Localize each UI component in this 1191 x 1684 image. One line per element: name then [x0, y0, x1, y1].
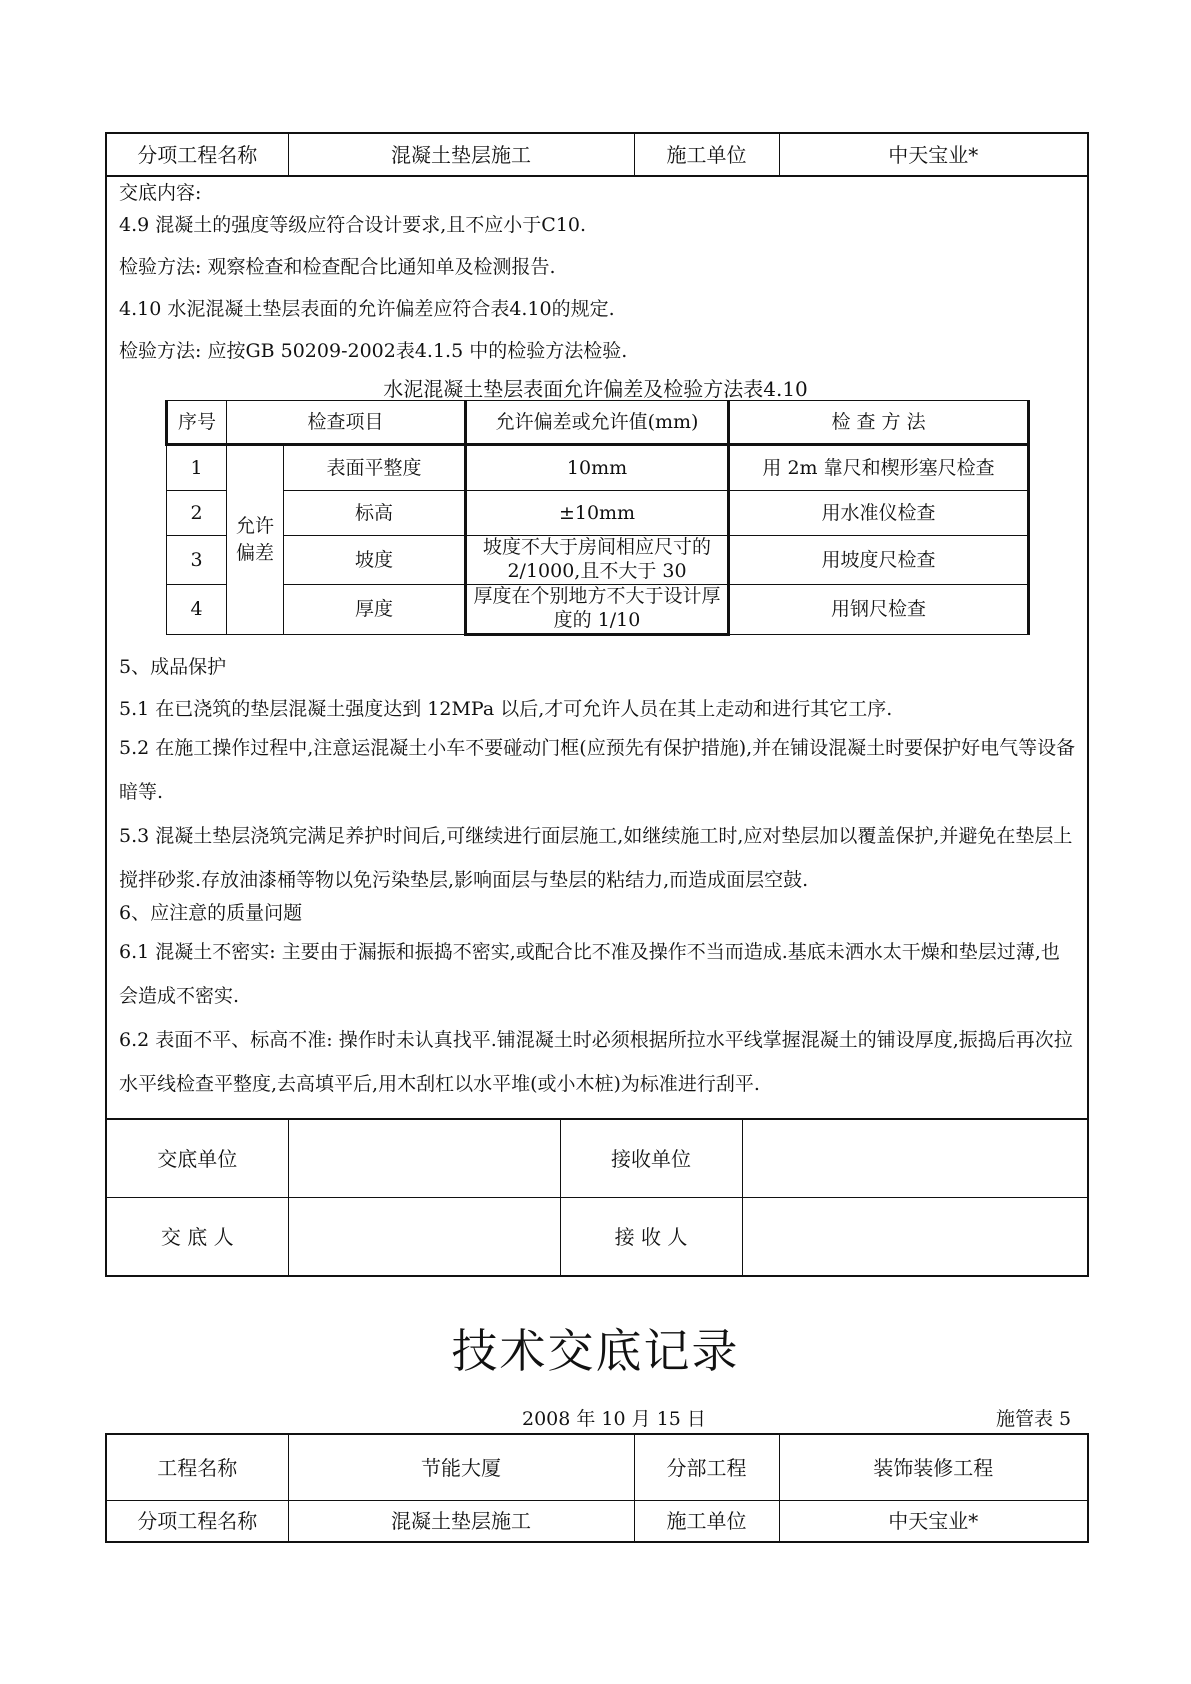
- receiving-unit-label: 接收单位: [560, 1119, 742, 1198]
- disclosing-unit-label: 交底单位: [106, 1119, 288, 1198]
- content-heading: 交底内容:: [119, 182, 202, 204]
- paragraph-4-9: 4.9 混凝土的强度等级应符合设计要求,且不应小于C10.: [119, 214, 587, 236]
- construction-unit-value: 中天宝业*: [779, 133, 1088, 176]
- row-value: ±10mm: [466, 491, 729, 536]
- row-item: 表面平整度: [284, 445, 466, 491]
- division-label: 分部工程: [634, 1434, 779, 1501]
- disclosure-content: [105, 174, 1089, 1118]
- division-value: 装饰装修工程: [779, 1434, 1088, 1501]
- disclosing-person-field[interactable]: [288, 1198, 560, 1277]
- row-no: 1: [167, 445, 227, 491]
- subproject-name-label: 分项工程名称: [106, 133, 288, 176]
- paragraph-5-1: 5.1 在已浇筑的垫层混凝土强度达到 12MPa 以后,才可允许人员在其上走动和进行其它工序.: [119, 698, 893, 720]
- receiving-person-field[interactable]: [742, 1198, 1088, 1277]
- paragraph-inspection-1: 检验方法: 观察检查和检查配合比通知单及检测报告.: [119, 256, 556, 278]
- construction-unit-label: 施工单位: [634, 1501, 779, 1543]
- row-value: 厚度在个别地方不大于设计厚度的 1/10: [466, 585, 729, 635]
- paragraph-6-2: 6.2 表面不平、标高不准: 操作时未认真找平.铺混凝土时必须根据所拉水平线掌握混凝土的铺设厚度,振捣后再次拉水平线检查平整度,去高填平后,用木刮杠以水平堆(或小木桩)为标准进行刮平.: [119, 1029, 1073, 1095]
- subproject-name-value: 混凝土垫层施工: [288, 133, 634, 176]
- group-label: 允许 偏差: [227, 445, 284, 635]
- section-6-heading: 6、应注意的质量问题: [119, 902, 303, 924]
- row-item: 坡度: [284, 536, 466, 585]
- construction-unit-value: 中天宝业*: [779, 1501, 1088, 1543]
- receiving-person-label: 接 收 人: [560, 1198, 742, 1277]
- tolerance-table: [165, 400, 1030, 636]
- top-info-table: [105, 132, 1089, 177]
- subproject-name-label: 分项工程名称: [106, 1501, 288, 1543]
- header-method: 检 查 方 法: [729, 401, 1029, 445]
- header-item: 检查项目: [227, 401, 466, 445]
- disclosing-unit-field[interactable]: [288, 1119, 560, 1198]
- paragraph-4-10: 4.10 水泥混凝土垫层表面的允许偏差应符合表4.10的规定.: [119, 298, 615, 320]
- construction-unit-label: 施工单位: [634, 133, 779, 176]
- project-name-value: 节能大厦: [288, 1434, 634, 1501]
- row-item: 厚度: [284, 585, 466, 635]
- project-info-table: [105, 1433, 1089, 1543]
- paragraph-5-2: 5.2 在施工操作过程中,注意运混凝土小车不要碰动门框(应预先有保护措施),并在铺设混凝土时要保护好电气等设备暗等.: [119, 737, 1076, 803]
- header-value: 允许偏差或允许值(mm): [466, 401, 729, 445]
- section-5-heading: 5、成品保护: [119, 656, 227, 678]
- document-date: 2008 年 10 月 15 日: [522, 1408, 706, 1430]
- disclosing-person-label: 交 底 人: [106, 1198, 288, 1277]
- signature-table: [105, 1118, 1089, 1277]
- subproject-name-value: 混凝土垫层施工: [288, 1501, 634, 1543]
- document-title: 技术交底记录: [451, 1324, 740, 1378]
- form-number: 施管表 5: [996, 1408, 1072, 1430]
- row-no: 4: [167, 585, 227, 635]
- row-value: 坡度不大于房间相应尺寸的 2/1000,且不大于 30: [466, 536, 729, 585]
- row-method: 用坡度尺检查: [729, 536, 1029, 585]
- row-method: 用 2m 靠尺和楔形塞尺检查: [729, 445, 1029, 491]
- paragraph-inspection-2: 检验方法: 应按GB 50209-2002表4.1.5 中的检验方法检验.: [119, 340, 628, 362]
- row-method: 用水准仪检查: [729, 491, 1029, 536]
- row-no: 2: [167, 491, 227, 536]
- row-item: 标高: [284, 491, 466, 536]
- table-caption: 水泥混凝土垫层表面允许偏差及检验方法表4.10: [383, 377, 808, 401]
- receiving-unit-field[interactable]: [742, 1119, 1088, 1198]
- paragraph-5-3: 5.3 混凝土垫层浇筑完满足养护时间后,可继续进行面层施工,如继续施工时,应对垫层加以覆盖保护,并避免在垫层上搅拌砂浆.存放油漆桶等物以免污染垫层,影响面层与垫层的粘结力,而造成面层空鼓.: [119, 825, 1073, 891]
- paragraph-6-1: 6.1 混凝土不密实: 主要由于漏振和振捣不密实,或配合比不准及操作不当而造成.基底未洒水太干燥和垫层过薄,也会造成不密实.: [119, 941, 1060, 1007]
- row-value: 10mm: [466, 445, 729, 491]
- header-no: 序号: [167, 401, 227, 445]
- project-name-label: 工程名称: [106, 1434, 288, 1501]
- row-method: 用钢尺检查: [729, 585, 1029, 635]
- row-no: 3: [167, 536, 227, 585]
